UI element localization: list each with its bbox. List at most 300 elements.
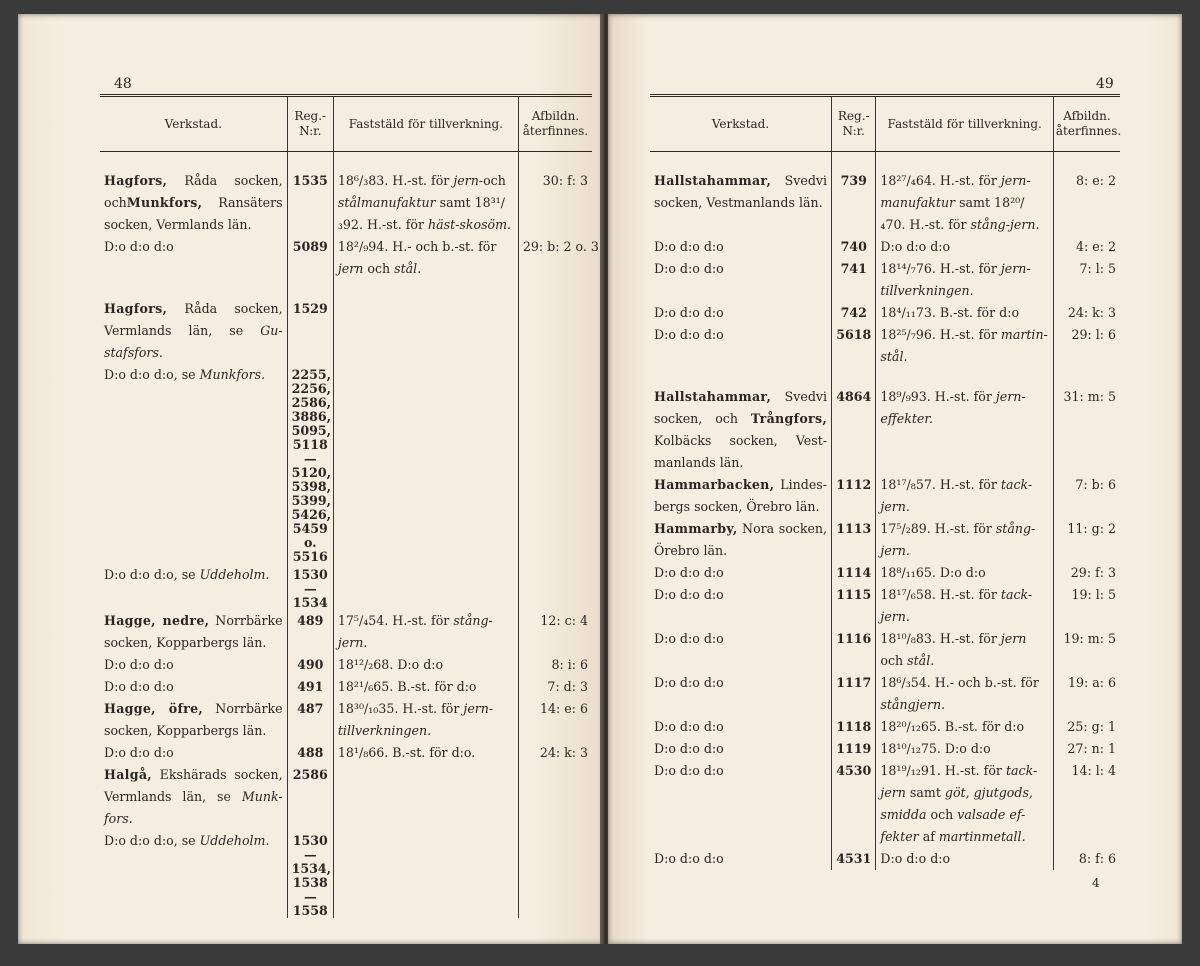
verkstad-cell — [650, 562, 832, 584]
reg-cell — [287, 676, 333, 698]
table-row — [650, 324, 1120, 368]
table-row — [100, 830, 592, 918]
table-row — [650, 386, 1120, 474]
reg-cell — [287, 152, 333, 171]
table-row — [100, 170, 592, 236]
product-term: stål. — [394, 261, 422, 276]
verkstad-cell — [100, 170, 287, 236]
verkstad-cell — [650, 848, 832, 870]
afbildn-cell — [1053, 258, 1120, 302]
reg-number: 4530 — [836, 763, 872, 778]
reg-number: 742 — [840, 305, 867, 320]
approval-text: och — [926, 807, 958, 822]
reg-number: 741 — [840, 261, 867, 276]
product-term: jern-tillverkningen. — [337, 701, 494, 738]
faststald-cell — [333, 830, 518, 918]
afbildn-cell — [1053, 716, 1120, 738]
approval-text: 18³⁰/₁₀35. H.-st. för — [337, 701, 464, 716]
approval-text: 18⁴/₁₁73. B.-st. för d:o — [880, 305, 1020, 320]
verkstad-cell — [650, 672, 832, 716]
product-term: stålmanufaktur — [337, 195, 436, 210]
verkstad-cell — [100, 152, 287, 171]
table-row — [100, 764, 592, 830]
header-faststald: Faststäld för tillverkning. — [333, 96, 518, 152]
table-row — [650, 518, 1120, 562]
table-row — [650, 716, 1120, 738]
illustration-ref: 14: l: 4 — [1071, 763, 1116, 778]
faststald-cell — [333, 236, 518, 280]
table-row — [650, 584, 1120, 628]
afbildn-cell — [1053, 584, 1120, 628]
illustration-ref: 24: k: 3 — [539, 745, 588, 760]
reg-cell — [287, 742, 333, 764]
works-location: D:o d:o d:o — [654, 327, 724, 342]
table-row — [100, 698, 592, 742]
faststald-cell — [876, 152, 1054, 171]
product-term: stång-jern. — [337, 613, 493, 650]
works-location: D:o d:o d:o — [654, 763, 724, 778]
afbildn-cell — [518, 764, 592, 830]
faststald-cell — [876, 760, 1054, 848]
faststald-cell — [876, 738, 1054, 760]
reg-cell — [287, 280, 333, 298]
reg-cell — [832, 628, 876, 672]
works-location: Nora socken, Örebro län. — [654, 521, 828, 558]
illustration-ref: 4: e: 2 — [1076, 239, 1116, 254]
verkstad-cell — [100, 364, 287, 564]
reg-cell — [287, 364, 333, 564]
faststald-cell — [333, 280, 518, 298]
verkstad-cell — [650, 738, 832, 760]
approval-text: 17⁵/₂89. H.-st. för — [880, 521, 996, 536]
reg-number: 1113 — [836, 521, 872, 536]
faststald-cell — [876, 302, 1054, 324]
afbildn-cell — [1053, 386, 1120, 474]
faststald-cell — [333, 610, 518, 654]
illustration-ref: 14: e: 6 — [540, 701, 588, 716]
faststald-cell — [876, 716, 1054, 738]
product-term: tack-jern — [880, 763, 1038, 800]
afbildn-cell — [1053, 302, 1120, 324]
reg-number: 1530—1534 — [292, 567, 328, 610]
right-table-body — [650, 152, 1120, 871]
reg-number: 739 — [840, 173, 867, 188]
works-location: D:o d:o d:o — [104, 745, 174, 760]
works-location: D:o d:o d:o — [104, 657, 174, 672]
reg-number: 1116 — [836, 631, 872, 646]
verkstad-cell — [100, 564, 287, 610]
product-term: jern- — [453, 173, 484, 188]
illustration-ref: 8: e: 2 — [1076, 173, 1116, 188]
verkstad-cell — [650, 258, 832, 302]
reg-cell — [287, 610, 333, 654]
product-term: häst-skosöm. — [428, 217, 512, 232]
afbildn-cell — [1053, 628, 1120, 672]
afbildn-cell — [1053, 368, 1120, 386]
verkstad-cell — [100, 654, 287, 676]
approval-text: 18²¹/₆65. B.-st. för d:o — [337, 679, 477, 694]
approval-text: D:o d:o d:o — [880, 239, 951, 254]
works-location: Ransäters socken, Vermlands län. — [104, 195, 283, 232]
faststald-cell — [876, 562, 1054, 584]
approval-text: och — [363, 261, 395, 276]
reg-cell — [287, 654, 333, 676]
table-row — [650, 302, 1120, 324]
works-location: Norrbärke socken, Kopparbergs län. — [104, 613, 283, 650]
afbildn-cell — [1053, 738, 1120, 760]
reg-number: 5618 — [836, 327, 872, 342]
table-row — [100, 236, 592, 280]
header-afbildn: Afbildn. återfinnes. — [1053, 96, 1120, 152]
afbildn-cell — [1053, 848, 1120, 870]
faststald-cell — [876, 474, 1054, 518]
product-term: valsade ef-fekter — [880, 807, 1026, 844]
product-term: göt, gjutgods, smidda — [880, 785, 1033, 822]
reg-number: 1115 — [836, 587, 872, 602]
afbildn-cell — [518, 830, 592, 918]
works-name: Hagge, öfre, — [104, 701, 204, 716]
approval-text: 18¹⁷/₈57. H.-st. för — [880, 477, 1001, 492]
table-row — [100, 298, 592, 364]
illustration-ref: 19: m: 5 — [1063, 631, 1116, 646]
table-row — [650, 236, 1120, 258]
works-name: Hagfors, — [104, 173, 168, 188]
product-term: tack-jern. — [880, 477, 1033, 514]
works-name: Hallstahammar, — [654, 173, 772, 188]
approval-text: 17⁵/₄54. H.-st. för — [337, 613, 454, 628]
approval-text: 18¹/₈66. B.-st. för d:o. — [337, 745, 476, 760]
faststald-cell — [876, 584, 1054, 628]
reg-number: 1535 — [292, 173, 328, 188]
right-page — [608, 14, 1182, 944]
table-row — [100, 742, 592, 764]
illustration-ref: 8: i: 6 — [551, 657, 588, 672]
reg-cell — [832, 152, 876, 171]
verkstad-cell — [650, 716, 832, 738]
approval-text: 18¹²/₂68. D:o d:o — [337, 657, 444, 672]
approval-text: samt 18³¹/₃92. H.-st. för — [337, 195, 505, 232]
works-location: D:o d:o d:o — [654, 631, 724, 646]
reg-number: 5089 — [292, 239, 328, 254]
approval-text: 18⁶/₃54. H.- och b.-st. för — [880, 675, 1039, 690]
table-row — [100, 364, 592, 564]
product-term: martinmetall. — [938, 829, 1026, 844]
illustration-ref: 7: b: 6 — [1075, 477, 1116, 492]
verkstad-cell — [100, 764, 287, 830]
approval-text: 18²⁵/₇96. H.-st. för — [880, 327, 1001, 342]
approval-text: D:o d:o d:o — [880, 851, 951, 866]
verkstad-cell — [650, 302, 832, 324]
table-row — [650, 562, 1120, 584]
product-term: martin-stål. — [880, 327, 1048, 364]
afbildn-cell — [518, 698, 592, 742]
faststald-cell — [876, 236, 1054, 258]
reg-cell — [832, 672, 876, 716]
approval-text: 18²/₉94. H.- och b.-st. för — [337, 239, 497, 254]
afbildn-cell — [518, 236, 599, 280]
afbildn-cell — [518, 564, 592, 610]
faststald-cell — [333, 364, 518, 564]
table-row — [650, 170, 1120, 236]
product-term: stål. — [907, 653, 935, 668]
verkstad-cell — [650, 368, 832, 386]
approval-text: 18¹⁰/₈83. H.-st. för — [880, 631, 1001, 646]
left-table-body — [100, 152, 599, 919]
faststald-cell — [333, 654, 518, 676]
reg-cell — [287, 764, 333, 830]
approval-text: 18¹⁹/₁₂91. H.-st. för — [880, 763, 1006, 778]
afbildn-cell — [518, 610, 592, 654]
reg-cell — [832, 716, 876, 738]
product-term: jern-manufaktur — [880, 173, 1031, 210]
reg-number: 1114 — [836, 565, 872, 580]
illustration-ref: 24: k: 3 — [1067, 305, 1116, 320]
table-row — [100, 654, 592, 676]
reg-cell — [287, 298, 333, 364]
page-number-left: 48 — [114, 76, 132, 92]
works-location: Svedvi socken, och — [654, 389, 828, 426]
reg-cell — [832, 302, 876, 324]
reg-number: 4864 — [836, 389, 872, 404]
reg-cell — [832, 258, 876, 302]
verkstad-cell — [100, 698, 287, 742]
table-row — [650, 760, 1120, 848]
page-number-right: 49 — [1096, 76, 1114, 92]
spacer-row — [650, 368, 1120, 386]
works-name: Hallstahammar, — [654, 389, 772, 404]
approval-text: 18¹⁰/₁₂75. D:o d:o — [880, 741, 991, 756]
left-register-table — [100, 94, 599, 918]
table-row — [650, 474, 1120, 518]
reg-cell — [832, 738, 876, 760]
faststald-cell — [876, 848, 1054, 870]
reg-cell — [287, 236, 333, 280]
works-location: Kolbäcks socken, Vest-manlands län. — [654, 433, 828, 470]
reg-number: 488 — [297, 745, 324, 760]
reg-cell — [832, 368, 876, 386]
table-row — [650, 672, 1120, 716]
verkstad-cell — [650, 474, 832, 518]
faststald-cell — [876, 386, 1054, 474]
works-location: D:o d:o d:o — [654, 239, 724, 254]
reg-cell — [287, 698, 333, 742]
table-row — [650, 628, 1120, 672]
spacer-row — [650, 152, 1120, 171]
verkstad-cell — [100, 676, 287, 698]
faststald-cell — [333, 170, 518, 236]
works-location: D:o d:o d:o — [654, 675, 724, 690]
reg-cell — [832, 474, 876, 518]
reg-number: 1118 — [836, 719, 872, 734]
reg-cell — [287, 830, 333, 918]
verkstad-cell — [650, 152, 832, 171]
illustration-ref: 29: l: 6 — [1071, 327, 1116, 342]
works-location: Ekshärads socken, Vermlands län, se — [104, 767, 283, 804]
verkstad-cell — [100, 610, 287, 654]
works-location: Lindes-bergs socken, Örebro län. — [654, 477, 828, 514]
illustration-ref: 7: d: 3 — [547, 679, 588, 694]
works-location: D:o d:o d:o — [104, 239, 174, 254]
works-location: D:o d:o d:o — [654, 741, 724, 756]
reg-number: 2586 — [292, 767, 328, 782]
verkstad-cell — [100, 280, 287, 298]
verkstad-cell — [650, 760, 832, 848]
cross-reference: Munk-fors. — [104, 789, 283, 826]
works-name: Munkfors, — [126, 195, 203, 210]
works-name: Hagfors, — [104, 301, 168, 316]
afbildn-cell — [518, 152, 592, 171]
reg-number: 487 — [297, 701, 324, 716]
reg-cell — [287, 564, 333, 610]
verkstad-cell — [650, 170, 832, 236]
reg-number: 1119 — [836, 741, 872, 756]
reg-cell — [287, 170, 333, 236]
illustration-ref: 19: l: 5 — [1071, 587, 1116, 602]
works-location: D:o d:o d:o — [654, 587, 724, 602]
afbildn-cell — [518, 742, 592, 764]
faststald-cell — [876, 324, 1054, 368]
header-reg: Reg.- N:r. — [287, 96, 333, 152]
verkstad-cell — [100, 830, 287, 918]
afbildn-cell — [1053, 474, 1120, 518]
afbildn-cell — [1053, 760, 1120, 848]
table-row — [650, 848, 1120, 870]
faststald-cell — [333, 676, 518, 698]
reg-cell — [832, 518, 876, 562]
cross-reference: Munkfors. — [199, 367, 266, 382]
faststald-cell — [876, 628, 1054, 672]
reg-number: 1117 — [836, 675, 872, 690]
reg-number: 740 — [840, 239, 867, 254]
reg-cell — [832, 386, 876, 474]
header-verkstad: Verkstad. — [650, 96, 832, 152]
illustration-ref: 25: g: 1 — [1067, 719, 1116, 734]
illustration-ref: 27: n: 1 — [1067, 741, 1116, 756]
approval-text: 18⁹/₉93. H.-st. för — [880, 389, 996, 404]
reg-cell — [832, 170, 876, 236]
afbildn-cell — [518, 170, 592, 236]
verkstad-cell — [650, 584, 832, 628]
works-location: D:o d:o d:o, se — [104, 567, 200, 582]
faststald-cell — [333, 152, 518, 171]
works-name: Halgå, — [104, 767, 152, 782]
approval-text: samt — [905, 785, 945, 800]
faststald-cell — [333, 764, 518, 830]
reg-number: 1529 — [292, 301, 328, 316]
reg-number: 491 — [297, 679, 324, 694]
product-term: jern-effekter. — [880, 389, 1026, 426]
verkstad-cell — [650, 386, 832, 474]
works-location: D:o d:o d:o, se — [104, 367, 200, 382]
illustration-ref: 31: m: 5 — [1063, 389, 1116, 404]
illustration-ref: 7: l: 5 — [1079, 261, 1116, 276]
approval-text: 18¹⁷/₆58. H.-st. för — [880, 587, 1001, 602]
table-row — [100, 610, 592, 654]
afbildn-cell — [1053, 324, 1120, 368]
afbildn-cell — [1053, 170, 1120, 236]
faststald-cell — [876, 368, 1054, 386]
verkstad-cell — [100, 742, 287, 764]
cross-reference: Uddeholm. — [199, 567, 270, 582]
header-faststald: Faststäld för tillverkning. — [876, 96, 1054, 152]
header-afbildn: Afbildn. återfinnes. — [518, 96, 592, 152]
afbildn-cell — [1053, 672, 1120, 716]
table-row — [650, 738, 1120, 760]
works-name: Hagge, nedre, — [104, 613, 210, 628]
table-row — [100, 676, 592, 698]
works-location: D:o d:o d:o — [654, 565, 724, 580]
works-location: D:o d:o d:o — [654, 261, 724, 276]
header-reg: Reg.- N:r. — [832, 96, 876, 152]
works-location: D:o d:o d:o — [654, 719, 724, 734]
verkstad-cell — [650, 236, 832, 258]
faststald-cell — [876, 258, 1054, 302]
afbildn-cell — [1053, 152, 1120, 171]
approval-text: och — [483, 173, 506, 188]
product-term: tack-jern. — [880, 587, 1033, 624]
product-term: stång-jern. — [970, 217, 1040, 232]
afbildn-cell — [518, 676, 592, 698]
afbildn-cell — [518, 364, 592, 564]
faststald-cell — [876, 170, 1054, 236]
works-location: D:o d:o d:o — [654, 305, 724, 320]
verkstad-cell — [650, 324, 832, 368]
product-term: stångjern. — [880, 697, 946, 712]
afbildn-cell — [1053, 518, 1120, 562]
reg-cell — [832, 848, 876, 870]
faststald-cell — [876, 672, 1054, 716]
works-name: Hammarby, — [654, 521, 738, 536]
product-term: jern-tillverkningen. — [880, 261, 1031, 298]
spacer-row — [100, 280, 592, 298]
product-term: jern — [1000, 631, 1027, 646]
works-name: Trångfors, — [750, 411, 828, 426]
reg-cell — [832, 760, 876, 848]
product-term: stång-jern. — [880, 521, 1036, 558]
afbildn-cell — [518, 298, 592, 364]
works-location: Norrbärke socken, Kopparbergs län. — [104, 701, 283, 738]
works-location: D:o d:o d:o, se — [104, 833, 200, 848]
reg-number: 1112 — [836, 477, 872, 492]
approval-text: 18²⁷/₄64. H.-st. för — [880, 173, 1001, 188]
verkstad-cell — [100, 236, 287, 280]
cross-reference: Gu-stafsfors. — [104, 323, 283, 360]
verkstad-cell — [650, 628, 832, 672]
reg-number: 490 — [297, 657, 324, 672]
spacer-row — [100, 152, 592, 171]
reg-cell — [832, 236, 876, 258]
works-location: D:o d:o d:o — [104, 679, 174, 694]
afbildn-cell — [1053, 236, 1120, 258]
illustration-ref: 11: g: 2 — [1067, 521, 1116, 536]
faststald-cell — [333, 564, 518, 610]
approval-text: samt 18²⁰/₄70. H.-st. för — [880, 195, 1025, 232]
afbildn-cell — [1053, 562, 1120, 584]
illustration-ref: 30: f: 3 — [542, 173, 588, 188]
illustration-ref: 29: f: 3 — [1070, 565, 1116, 580]
reg-number: 1530—1534, 1538—1558 — [291, 833, 332, 918]
illustration-ref: 19: a: 6 — [1067, 675, 1116, 690]
signature-mark: 4 — [1092, 876, 1100, 890]
illustration-ref: 29: b: 2 o. 3 — [522, 239, 599, 254]
works-name: Hammarbacken, — [654, 477, 775, 492]
faststald-cell — [333, 298, 518, 364]
left-page — [18, 14, 604, 944]
works-location: D:o d:o d:o — [654, 851, 724, 866]
reg-cell — [832, 584, 876, 628]
works-location: Svedvi socken, Vestmanlands län. — [654, 173, 828, 210]
reg-cell — [832, 324, 876, 368]
